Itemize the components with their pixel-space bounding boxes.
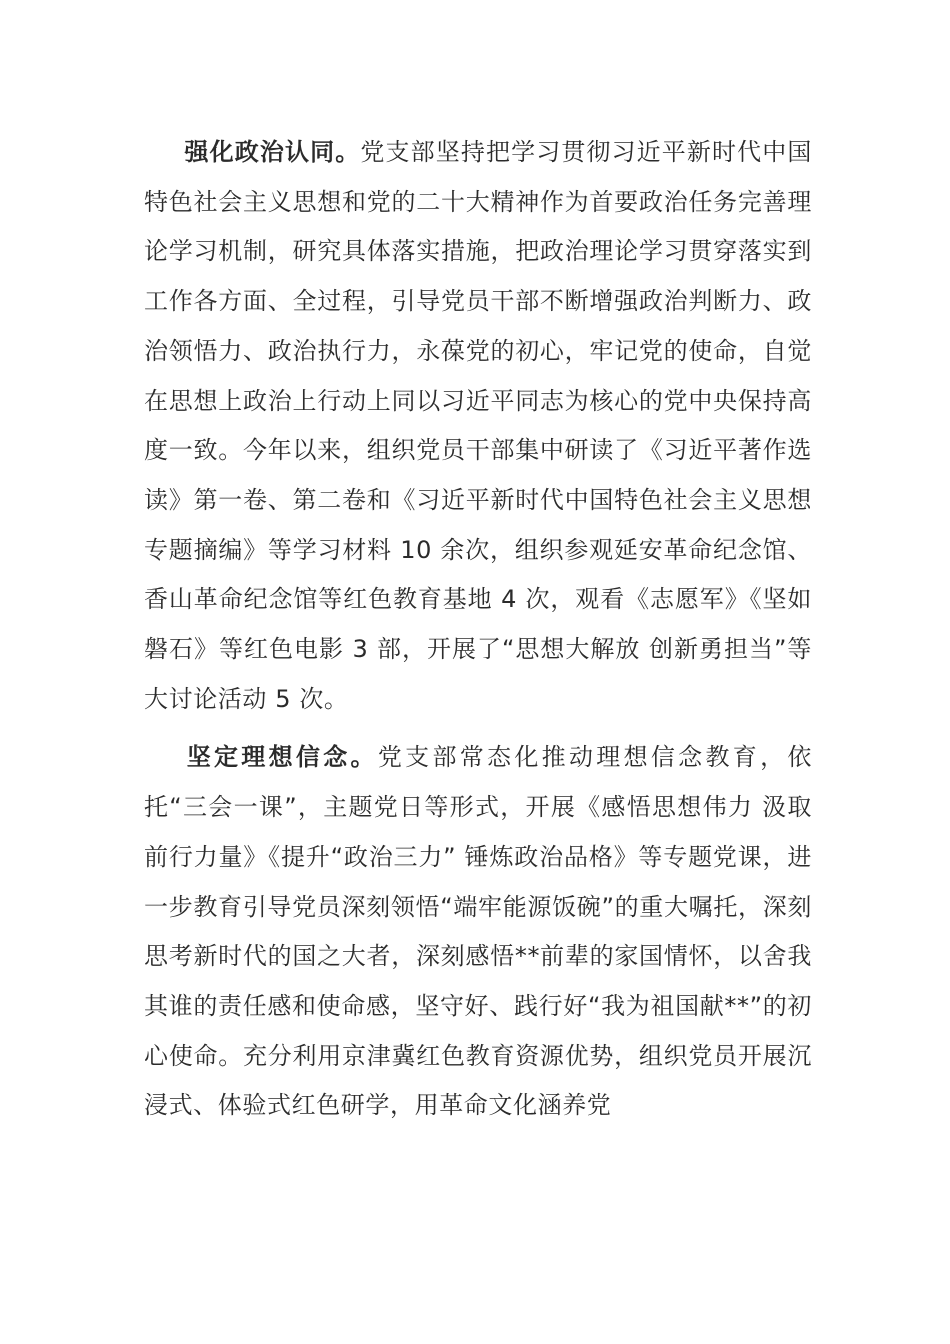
paragraph-ideals-belief: [144, 733, 812, 1131]
paragraph-political-identity: [144, 128, 812, 724]
paragraph-body-text: 党支部坚持把学习贯彻习近平新时代中国特色社会主义思想和党的二十大精神作为首要政治任务完善理论学习机制，研究具体落实措施，把政治理论学习贯穿落实到工作各方面、全过程，引导党员干部不断增强政治判断力、政治领悟力、政治执行力，永葆党的初心，牢记党的使命，自觉在思想上政治上行动上同以习近平同志为核心的党中央保持高度一致。今年以来，组织党员干部集中研读了《习近平著作选读》第一卷、第二卷和《习近平新时代中国特色社会主义思想专题摘编》等学习材料 10 余次，组织参观延安革命纪念馆、香山革命纪念馆等红色教育基地 4 次，观看《志愿军》《坚如磐石》等红色电影 3 部，开展了“思想大解放 创新勇担当”等大讨论活动 5 次。: [144, 138, 812, 713]
paragraph-body-text: 党支部常态化推动理想信念教育，依托“三会一课”，主题党日等形式，开展《感悟思想伟力 汲取前行力量》《提升“政治三力” 锤炼政治品格》等专题党课，进一步教育引导党员深刻领悟“端牢能源饭碗”的重大嘱托，深刻思考新时代的国之大者，深刻感悟**前辈的家国情怀，以舍我其谁的责任感和使命感，坚守好、践行好“我为祖国献**”的初心使命。充分利用京津冀红色教育资源优势，组织党员开展沉浸式、体验式红色研学，用革命文化涵养党: [144, 743, 812, 1120]
document-body: [144, 128, 812, 1131]
paragraph-lead-heading: 强化政治认同。: [184, 138, 361, 166]
paragraph-lead-heading: 坚定理想信念。: [184, 743, 378, 772]
